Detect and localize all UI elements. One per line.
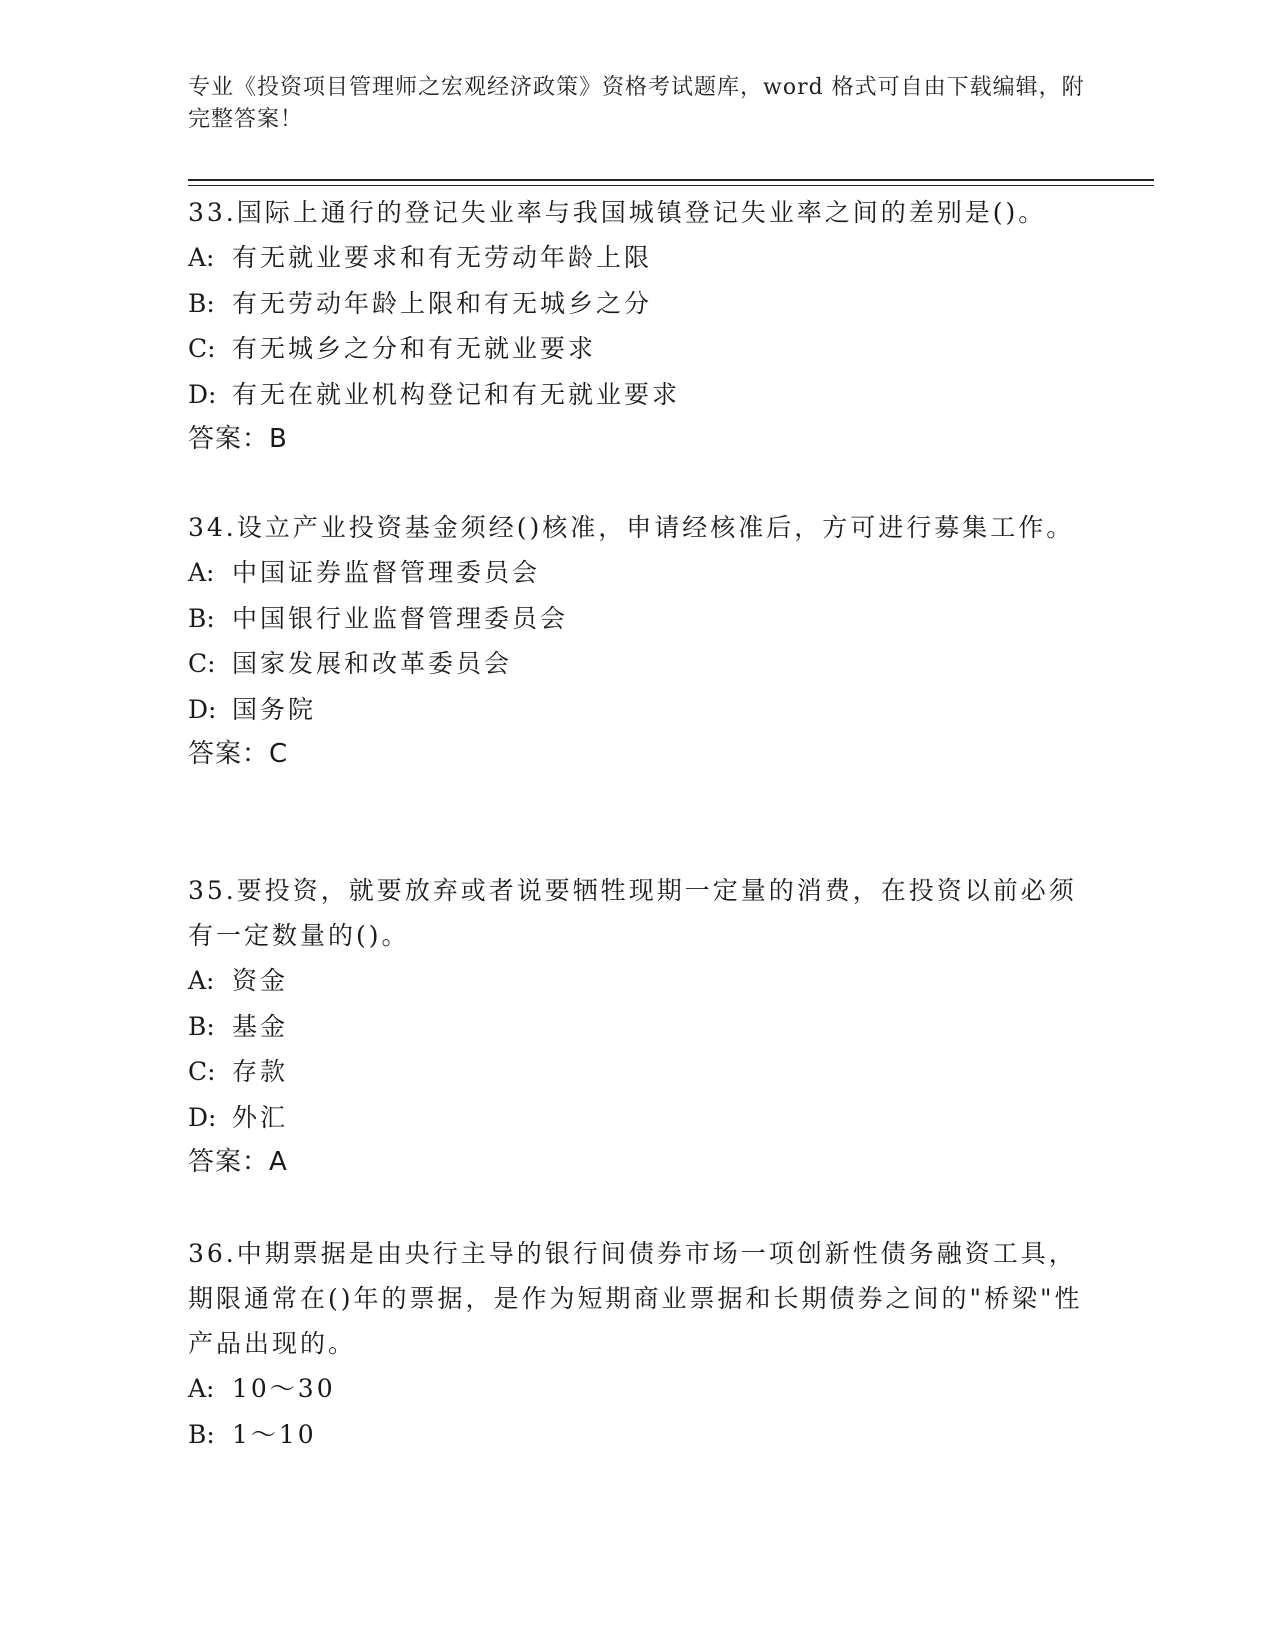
option-c <box>188 326 1088 372</box>
option-a <box>188 235 1088 281</box>
option-text: 有无就业要求和有无劳动年龄上限 <box>232 243 653 272</box>
option-letter: A: <box>188 243 215 272</box>
option-text: 资金 <box>232 966 289 995</box>
option-text: 中国银行业监督管理委员会 <box>232 603 569 633</box>
option-letter: B: <box>188 1419 215 1449</box>
option-text: 中国证券监督管理委员会 <box>232 558 541 587</box>
option-d <box>188 372 1088 418</box>
option-b <box>188 596 1088 642</box>
header-divider-thin <box>188 185 1154 186</box>
question-stem: 35.要投资，就要放弃或者说要牺牲现期一定量的消费，在投资以前必须有一定数量的()。 <box>188 876 1077 950</box>
question-stem: 33.国际上通行的登记失业率与我国城镇登记失业率之间的差别是()。 <box>188 198 1047 227</box>
option-b <box>188 281 1088 327</box>
question-34 <box>188 505 1088 777</box>
option-text: 国务院 <box>232 694 317 724</box>
option-letter: C: <box>188 334 216 363</box>
option-letter: A: <box>188 966 215 995</box>
answer: 答案：A <box>188 1147 288 1177</box>
answer: 答案：B <box>188 424 288 454</box>
option-letter: D: <box>188 694 217 724</box>
option-a <box>188 1366 1088 1412</box>
option-text: 基金 <box>232 1011 289 1041</box>
option-letter: D: <box>188 1102 217 1132</box>
option-letter: B: <box>188 288 215 318</box>
option-c <box>188 1049 1088 1095</box>
option-letter: A: <box>188 558 215 587</box>
header-divider <box>188 179 1154 181</box>
option-text: 存款 <box>232 1057 289 1086</box>
option-text: 有无城乡之分和有无就业要求 <box>232 334 597 363</box>
question-stem: 36.中期票据是由央行主导的银行间债券市场一项创新性债务融资工具，期限通常在()年的票据，是作为短期商业票据和长期债券之间的"桥梁"性产品出现的。 <box>188 1239 1083 1358</box>
option-b <box>188 1004 1088 1050</box>
option-text: 有无劳动年龄上限和有无城乡之分 <box>232 288 653 318</box>
option-text: 外汇 <box>232 1102 289 1132</box>
option-text: 国家发展和改革委员会 <box>232 649 513 678</box>
option-letter: C: <box>188 1057 216 1086</box>
question-33 <box>188 190 1088 462</box>
option-d <box>188 687 1088 733</box>
option-c <box>188 641 1088 687</box>
option-text: 1～10 <box>232 1419 317 1449</box>
option-letter: A: <box>188 1374 215 1403</box>
document-header: 专业《投资项目管理师之宏观经济政策》资格考试题库，word 格式可自由下载编辑，附完整答案！ <box>188 75 1085 132</box>
option-b <box>188 1412 1088 1458</box>
option-letter: B: <box>188 603 215 633</box>
option-text: 有无在就业机构登记和有无就业要求 <box>232 379 681 409</box>
option-text: 10～30 <box>232 1374 336 1403</box>
option-letter: C: <box>188 649 216 678</box>
option-letter: B: <box>188 1011 215 1041</box>
option-a <box>188 550 1088 596</box>
question-36 <box>188 1231 1088 1457</box>
question-35 <box>188 868 1088 1185</box>
question-stem: 34.设立产业投资基金须经()核准，申请经核准后，方可进行募集工作。 <box>188 513 1075 542</box>
option-d <box>188 1095 1088 1141</box>
option-letter: D: <box>188 379 217 409</box>
option-a <box>188 958 1088 1004</box>
answer: 答案：C <box>188 739 289 769</box>
